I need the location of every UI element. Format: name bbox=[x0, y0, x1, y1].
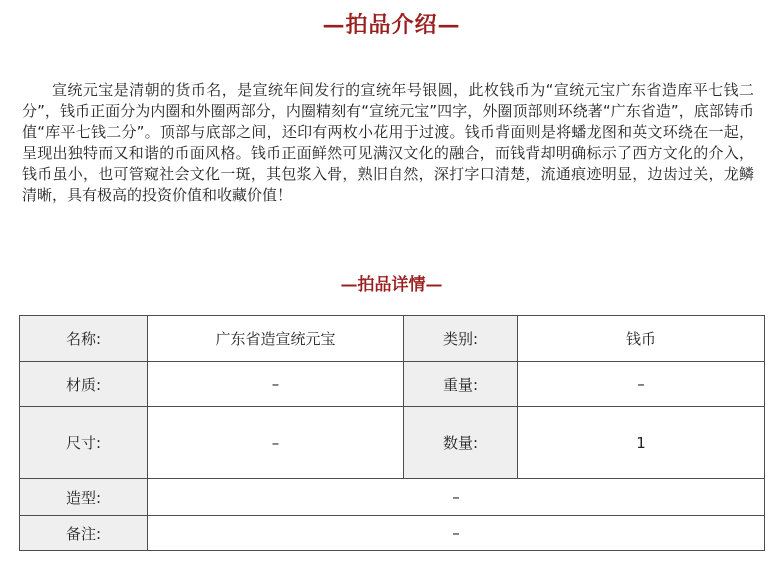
weight-label: 重量: bbox=[442, 375, 479, 394]
name-label-cell bbox=[20, 316, 148, 362]
weight-value: – bbox=[518, 362, 765, 407]
table-row bbox=[20, 479, 765, 516]
table-row bbox=[20, 516, 765, 551]
notes-label: 备注: bbox=[65, 524, 102, 543]
quantity-label: 数量: bbox=[442, 434, 479, 452]
material-label-cell bbox=[20, 362, 148, 407]
table-row bbox=[20, 407, 765, 479]
shape-label: 造型: bbox=[65, 488, 102, 507]
shape-value: – bbox=[148, 479, 765, 516]
size-value: – bbox=[148, 407, 404, 479]
size-label: 尺寸: bbox=[65, 434, 102, 452]
category-label: 类别: bbox=[442, 330, 479, 348]
table-row bbox=[20, 316, 765, 362]
shape-label-cell bbox=[20, 479, 148, 516]
intro-paragraph: 宣统元宝是清朝的货币名，是宣统年间发行的宣统年号银圆，此枚钱币为“宣统元宝广东省造库平七钱二分”，钱币正面分为内圈和外圈两部分，内圈精刻有“宣统元宝”四字，外圈顶部则环绕著“广东省造”，底部铸币值“库平七钱二分”。顶部与底部之间，还印有两枚小花用于过渡。钱币背面则是将蟠龙图和英文环绕在一起，呈现出独特而又和谐的币面风格。钱币正面鲜然可见满汉文化的融合，而钱背却明确标示了西方文化的介入，钱币虽小，也可管窥社会文化一斑，其包浆入骨，熟旧自然，深打字口清楚，流通痕迹明显，边齿过关，龙鳞清晰，具有极高的投资价值和收藏价值！ bbox=[22, 81, 754, 204]
name-value: 广东省造宣统元宝 bbox=[148, 316, 404, 362]
category-label-cell bbox=[404, 316, 518, 362]
page-title: —拍品介绍— bbox=[322, 12, 461, 38]
size-label-cell bbox=[20, 407, 148, 479]
table-row bbox=[20, 362, 765, 407]
notes-label-cell bbox=[20, 516, 148, 551]
quantity-label-cell bbox=[404, 407, 518, 479]
notes-value: – bbox=[148, 516, 765, 551]
weight-label-cell bbox=[404, 362, 518, 407]
material-label: 材质: bbox=[65, 375, 102, 394]
details-title: —拍品详情— bbox=[340, 275, 443, 295]
name-label: 名称: bbox=[65, 330, 102, 348]
details-table bbox=[19, 315, 765, 551]
material-value: – bbox=[148, 362, 404, 407]
category-value: 钱币 bbox=[518, 316, 765, 362]
quantity-value: 1 bbox=[518, 407, 765, 479]
